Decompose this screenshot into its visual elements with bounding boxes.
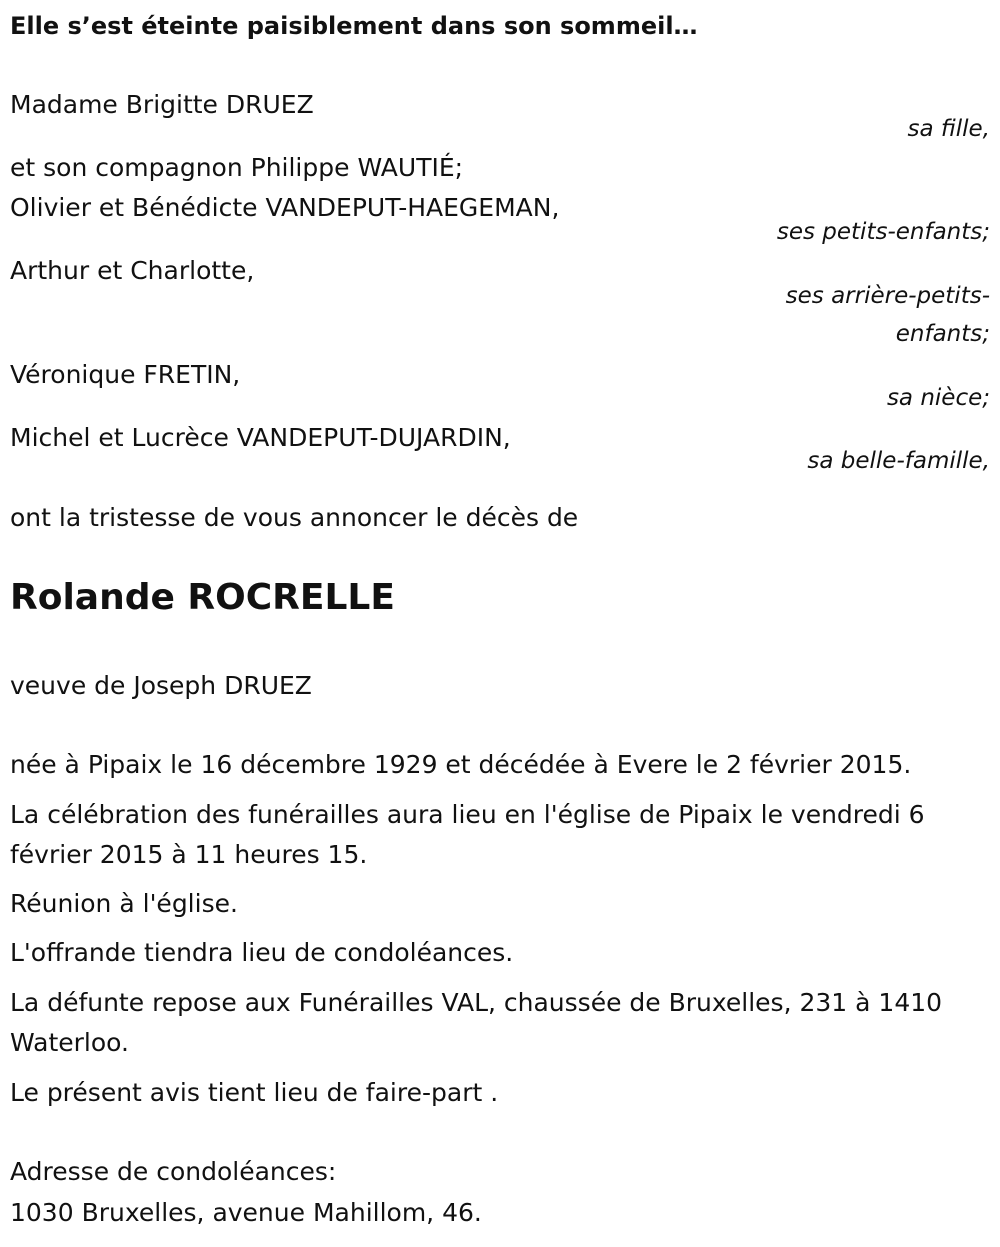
family-name-4: Arthur et Charlotte, — [10, 256, 255, 285]
family-relation-1: sa fille, — [907, 116, 990, 142]
family-relation-3: ses petits-enfants; — [776, 219, 990, 245]
meeting-text: Réunion à l'église. — [10, 889, 238, 918]
family-relation-4b: enfants; — [895, 321, 990, 347]
family-relation-4a: ses arrière-petits- — [785, 283, 990, 309]
family-name-5: Véronique FRETIN, — [10, 360, 241, 389]
notice-text: Le présent avis tient lieu de faire-part . — [10, 1078, 499, 1107]
family-name-3: Olivier et Bénédicte VANDEPUT-HAEGEMAN, — [10, 193, 560, 222]
family-name-6: Michel et Lucrèce VANDEPUT-DUJARDIN, — [10, 423, 511, 452]
family-name-2: et son compagnon Philippe WAUTIÉ; — [10, 153, 464, 182]
deceased-name: Rolande ROCRELLE — [10, 577, 395, 618]
intro-text: Elle s’est éteinte paisiblement dans son sommeil… — [10, 12, 698, 40]
family-name-1: Madame Brigitte DRUEZ — [10, 90, 314, 119]
spouse-text: veuve de Joseph DRUEZ — [10, 671, 312, 700]
birth-death-text: née à Pipaix le 16 décembre 1929 et décédée à Evere le 2 février 2015. — [10, 750, 912, 779]
address-label: Adresse de condoléances: — [10, 1157, 337, 1186]
address-value: 1030 Bruxelles, avenue Mahillom, 46. — [10, 1198, 482, 1227]
family-relation-6: sa belle-famille, — [807, 448, 990, 474]
offering-text: L'offrande tiendra lieu de condoléances. — [10, 938, 514, 967]
family-relation-5: sa nièce; — [886, 385, 990, 411]
obituary-notice — [10, 0, 990, 1247]
funeral-text: La célébration des funérailles aura lieu en l'église de Pipaix le vendredi 6 février 2015 à 11 heures 15. — [10, 800, 925, 869]
rest-location-text: La défunte repose aux Funérailles VAL, chaussée de Bruxelles, 231 à 1410 Waterloo. — [10, 988, 943, 1057]
announcement-text: ont la tristesse de vous annoncer le décès de — [10, 503, 579, 532]
